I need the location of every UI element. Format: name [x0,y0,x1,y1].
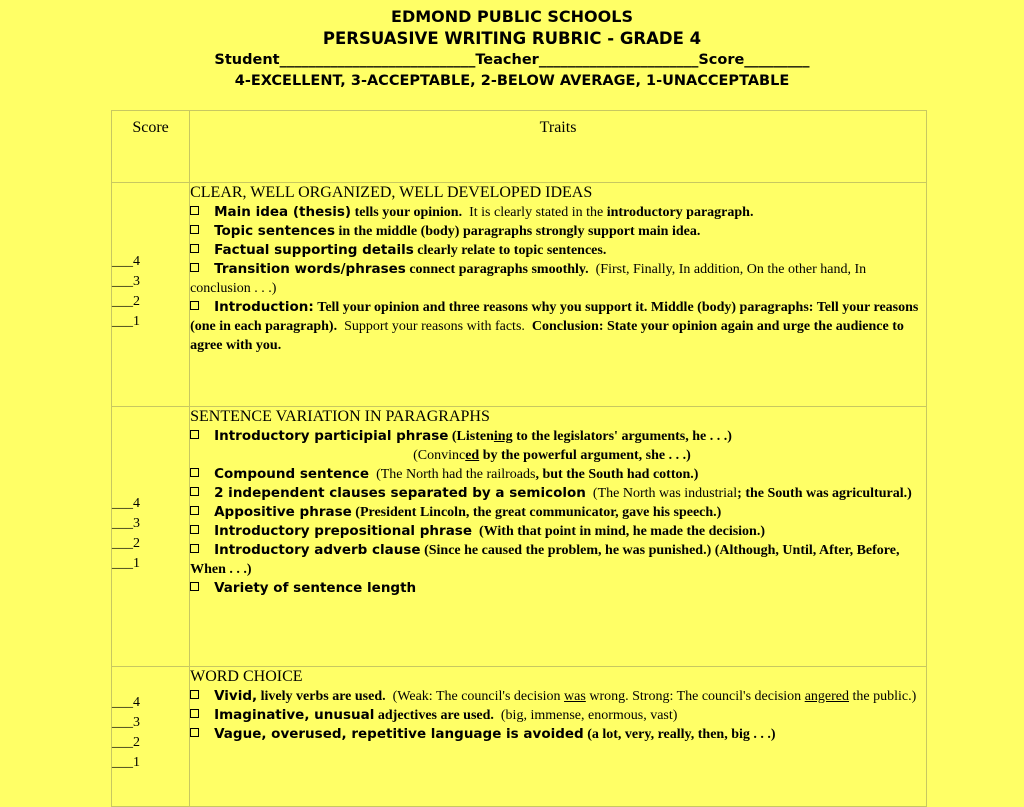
list-item: Introductory prepositional phrase (With that point in mind, he made the decision.) [190,522,926,541]
rubric-title: PERSUASIVE WRITING RUBRIC - GRADE 4 [322,29,702,48]
checkbox-bullet-icon [190,206,199,215]
score-blank-4[interactable]: ___4 [112,695,140,710]
score-blank-1[interactable]: ___1 [112,755,140,770]
score-blanks [112,407,190,667]
score-blank-2[interactable]: ___2 [112,536,140,551]
list-item: Introductory adverb clause (Since he caused the problem, he was punished.) (Although, Until, After, Before, When . . .) [190,542,900,577]
table-header-row [112,111,927,183]
list-item: Vivid, lively verbs are used. (Weak: The council's decision was wrong. Strong: The council's decision angered the public.) [190,687,926,706]
score-blank-4[interactable]: ___4 [112,254,140,269]
score-blank-2[interactable]: ___2 [112,735,140,750]
rubric-table [111,110,927,807]
rubric-row-word-choice [112,667,927,807]
name-fields-line: Student___________________________Teacher______________________Score_________ [214,52,810,68]
checkbox-bullet-icon [190,244,199,253]
checkbox-bullet-icon [190,690,199,699]
checkbox-bullet-icon [190,506,199,515]
score-blank-3[interactable]: ___3 [112,274,140,289]
list-item-continuation: (Convinced by the powerful argument, she . . .) [413,448,691,463]
traits-cell [190,183,927,407]
traits-cell [190,407,927,667]
checkbox-bullet-icon [190,544,199,553]
list-item: Topic sentences in the middle (body) paragraphs strongly support main idea. [190,222,926,241]
list-item: Transition words/phrases connect paragraphs smoothly. (First, Finally, In addition, On the other hand, In conclusion . . .) [190,261,867,296]
checkbox-bullet-icon [190,525,199,534]
rubric-row-ideas [112,183,927,407]
list-item: Vague, overused, repetitive language is avoided (a lot, very, really, then, big . . .) [190,725,926,744]
document-header [0,6,1024,92]
score-blank-3[interactable]: ___3 [112,715,140,730]
score-blank-1[interactable]: ___1 [112,314,140,329]
list-item: Introductory participial phrase (Listening to the legislators' arguments, he . . .) [190,427,926,446]
checkbox-bullet-icon [190,263,199,272]
checkbox-bullet-icon [190,487,199,496]
score-blank-2[interactable]: ___2 [112,294,140,309]
section-title: CLEAR, WELL ORGANIZED, WELL DEVELOPED IDEAS [190,184,593,201]
list-item: Imaginative, unusual adjectives are used. (big, immense, enormous, vast) [190,706,926,725]
list-item: Main idea (thesis) tells your opinion. It is clearly stated in the introductory paragraph. [190,203,926,222]
list-item: Introduction: Tell your opinion and three reasons why you support it. Middle (body) paragraphs: Tell your reasons (one in each paragraph). Support your reasons with facts. Conclusion: State your opinion again and urge the audience to agree with you. [190,299,919,353]
score-blanks [112,667,190,807]
score-blank-3[interactable]: ___3 [112,516,140,531]
checkbox-bullet-icon [190,468,199,477]
checkbox-bullet-icon [190,728,199,737]
score-blank-1[interactable]: ___1 [112,556,140,571]
rubric-row-sentence-variation [112,407,927,667]
traits-cell [190,667,927,807]
score-scale-legend: 4-EXCELLENT, 3-ACCEPTABLE, 2-BELOW AVERAGE, 1-UNACCEPTABLE [234,73,790,89]
section-title: SENTENCE VARIATION IN PARAGRAPHS [190,408,490,425]
score-column-header: Score [112,111,190,183]
list-item: Appositive phrase (President Lincoln, the great communicator, gave his speech.) [190,503,926,522]
section-title: WORD CHOICE [190,668,303,685]
checkbox-bullet-icon [190,225,199,234]
score-blank-4[interactable]: ___4 [112,496,140,511]
checkbox-bullet-icon [190,301,199,310]
district-title: EDMOND PUBLIC SCHOOLS [391,7,633,26]
score-blanks [112,183,190,407]
list-item: Factual supporting details clearly relate to topic sentences. [190,241,926,260]
checkbox-bullet-icon [190,430,199,439]
checkbox-bullet-icon [190,582,199,591]
traits-column-header: Traits [190,111,927,183]
checkbox-bullet-icon [190,709,199,718]
list-item: 2 independent clauses separated by a semicolon (The North was industrial; the South was agricultural.) [190,484,926,503]
list-item: Variety of sentence length [190,579,926,598]
list-item: Compound sentence (The North had the railroads, but the South had cotton.) [190,465,926,484]
